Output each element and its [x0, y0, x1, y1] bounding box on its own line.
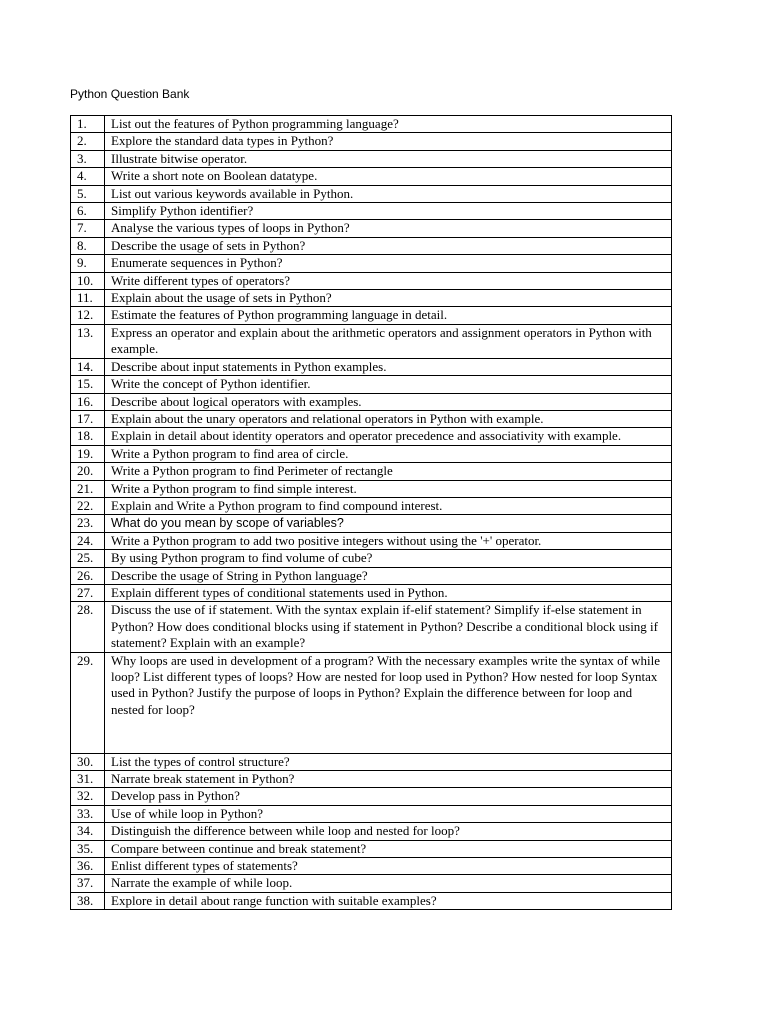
question-row — [71, 324, 672, 358]
question-row — [71, 376, 672, 393]
question-number: 5. — [71, 185, 105, 202]
question-text: Write a Python program to find Perimeter of rectangle — [111, 463, 393, 479]
question-table-body — [71, 116, 672, 910]
question-row — [71, 480, 672, 497]
question-row — [71, 858, 672, 875]
question-cell — [105, 410, 672, 427]
question-number: 10. — [71, 272, 105, 289]
question-cell — [105, 875, 672, 892]
question-number: 2. — [71, 133, 105, 150]
question-text: Write a Python program to add two positive integers without using the '+' operator. — [111, 532, 542, 548]
question-cell — [105, 550, 672, 567]
question-text: Write the concept of Python identifier. — [111, 376, 311, 392]
question-text: List out the features of Python programming language? — [111, 116, 399, 131]
question-row — [71, 272, 672, 289]
question-row — [71, 584, 672, 601]
question-number: 3. — [71, 150, 105, 167]
question-cell — [105, 480, 672, 497]
question-row — [71, 463, 672, 480]
question-row — [71, 497, 672, 514]
question-row — [71, 393, 672, 410]
question-row — [71, 133, 672, 150]
question-row — [71, 753, 672, 770]
question-cell — [105, 602, 672, 652]
question-cell — [105, 858, 672, 875]
question-number: 21. — [71, 480, 105, 497]
question-text: Enlist different types of statements? — [111, 858, 298, 874]
question-row — [71, 185, 672, 202]
question-number: 7. — [71, 220, 105, 237]
question-cell — [105, 532, 672, 549]
question-cell — [105, 515, 672, 532]
question-row — [71, 823, 672, 840]
question-cell — [105, 185, 672, 202]
question-row — [71, 203, 672, 220]
question-text: Simplify Python identifier? — [111, 203, 254, 219]
question-text: Why loops are used in development of a program? With the necessary examples write the syntax of while loop? List different types of loops? How are nested for loop used in Python? How nested for loop Syntax used in Python? Justify the purpose of loops in Python? Explain the difference between for loop and nested for loop? — [111, 652, 661, 717]
question-text: Enumerate sequences in Python? — [111, 255, 283, 271]
question-number: 15. — [71, 376, 105, 393]
question-number: 1. — [71, 116, 105, 133]
question-cell — [105, 272, 672, 289]
question-text: Explore in detail about range function with suitable examples? — [111, 892, 437, 908]
question-text: Narrate break statement in Python? — [111, 771, 295, 786]
question-number: 30. — [71, 753, 105, 770]
question-row — [71, 567, 672, 584]
question-text: Narrate the example of while loop. — [111, 875, 293, 891]
question-row — [71, 805, 672, 822]
question-number: 31. — [71, 771, 105, 788]
question-number: 26. — [71, 567, 105, 584]
question-cell — [105, 116, 672, 133]
question-text: Express an operator and explain about the arithmetic operators and assignment operators in Python with example. — [111, 324, 652, 357]
question-number: 11. — [71, 290, 105, 307]
question-cell — [105, 133, 672, 150]
question-cell — [105, 255, 672, 272]
question-text: Describe about logical operators with examples. — [111, 393, 362, 409]
question-number: 27. — [71, 584, 105, 601]
question-text: Describe the usage of String in Python language? — [111, 567, 368, 583]
question-cell — [105, 771, 672, 788]
question-cell — [105, 376, 672, 393]
question-text: Explain about the usage of sets in Python? — [111, 290, 332, 306]
question-number: 38. — [71, 892, 105, 909]
question-row — [71, 652, 672, 753]
question-cell — [105, 203, 672, 220]
question-text: Write a Python program to find simple interest. — [111, 480, 357, 496]
question-cell — [105, 428, 672, 445]
question-cell — [105, 168, 672, 185]
question-cell — [105, 237, 672, 254]
question-number: 33. — [71, 805, 105, 822]
question-row — [71, 307, 672, 324]
question-number: 22. — [71, 497, 105, 514]
question-cell — [105, 840, 672, 857]
question-number: 25. — [71, 550, 105, 567]
question-cell — [105, 652, 672, 753]
question-number: 19. — [71, 445, 105, 462]
question-cell — [105, 463, 672, 480]
question-text: Compare between continue and break statement? — [111, 840, 367, 856]
page-title: Python Question Bank — [70, 87, 190, 101]
question-number: 6. — [71, 203, 105, 220]
question-row — [71, 168, 672, 185]
question-text: Write a Python program to find area of circle. — [111, 445, 349, 461]
question-cell — [105, 445, 672, 462]
question-row — [71, 840, 672, 857]
question-row — [71, 532, 672, 549]
question-number: 13. — [71, 324, 105, 358]
question-cell — [105, 393, 672, 410]
question-row — [71, 515, 672, 532]
question-number: 12. — [71, 307, 105, 324]
question-cell — [105, 753, 672, 770]
question-row — [71, 220, 672, 237]
question-row — [71, 116, 672, 133]
question-number: 35. — [71, 840, 105, 857]
question-number: 18. — [71, 428, 105, 445]
question-text: What do you mean by scope of variables? — [111, 516, 344, 531]
question-number: 28. — [71, 602, 105, 652]
question-number: 17. — [71, 410, 105, 427]
question-row — [71, 237, 672, 254]
question-text: Use of while loop in Python? — [111, 805, 264, 821]
question-text: Write a short note on Boolean datatype. — [111, 168, 318, 184]
question-number: 4. — [71, 168, 105, 185]
question-row — [71, 358, 672, 375]
question-row — [71, 255, 672, 272]
question-number: 29. — [71, 652, 105, 753]
question-number: 9. — [71, 255, 105, 272]
question-row — [71, 771, 672, 788]
question-row — [71, 290, 672, 307]
question-number: 24. — [71, 532, 105, 549]
question-text: List out various keywords available in Python. — [111, 185, 354, 201]
question-text: Explain and Write a Python program to find compound interest. — [111, 497, 443, 513]
question-row — [71, 550, 672, 567]
question-cell — [105, 567, 672, 584]
question-text: Explain about the unary operators and relational operators in Python with example. — [111, 410, 544, 426]
question-text: Describe the usage of sets in Python? — [111, 237, 306, 253]
question-text: List the types of control structure? — [111, 753, 290, 769]
question-number: 34. — [71, 823, 105, 840]
question-number: 8. — [71, 237, 105, 254]
question-number: 16. — [71, 393, 105, 410]
question-text: Distinguish the difference between while loop and nested for loop? — [111, 823, 460, 839]
question-cell — [105, 220, 672, 237]
question-row — [71, 602, 672, 652]
question-cell — [105, 788, 672, 805]
question-number: 14. — [71, 358, 105, 375]
question-number: 20. — [71, 463, 105, 480]
question-text: Illustrate bitwise operator. — [111, 150, 248, 166]
question-text: Explain different types of conditional statements used in Python. — [111, 584, 448, 600]
question-row — [71, 788, 672, 805]
question-row — [71, 428, 672, 445]
question-cell — [105, 584, 672, 601]
question-number: 37. — [71, 875, 105, 892]
question-text: Describe about input statements in Python examples. — [111, 358, 387, 374]
question-cell — [105, 823, 672, 840]
question-number: 32. — [71, 788, 105, 805]
question-number: 36. — [71, 858, 105, 875]
question-text: Discuss the use of if statement. With the syntax explain if-elif statement? Simplify if-else statement in Python? How does conditional blocks using if statement in Python? Describe a conditional block using if statement? Explain with an example? — [111, 602, 658, 651]
question-row — [71, 892, 672, 909]
question-text: By using Python program to find volume of cube? — [111, 550, 373, 566]
question-cell — [105, 290, 672, 307]
question-text: Explain in detail about identity operators and operator precedence and associativity with example. — [111, 428, 622, 444]
question-text: Develop pass in Python? — [111, 788, 240, 804]
question-row — [71, 410, 672, 427]
question-cell — [105, 892, 672, 909]
question-cell — [105, 497, 672, 514]
question-cell — [105, 307, 672, 324]
question-text: Write different types of operators? — [111, 272, 290, 288]
question-table — [70, 115, 672, 910]
question-cell — [105, 324, 672, 358]
question-number: 23. — [71, 515, 105, 532]
question-text: Explore the standard data types in Python? — [111, 133, 334, 149]
question-cell — [105, 150, 672, 167]
question-cell — [105, 358, 672, 375]
question-text: Analyse the various types of loops in Python? — [111, 220, 350, 236]
question-row — [71, 875, 672, 892]
question-row — [71, 150, 672, 167]
question-text: Estimate the features of Python programming language in detail. — [111, 307, 448, 323]
question-cell — [105, 805, 672, 822]
question-row — [71, 445, 672, 462]
